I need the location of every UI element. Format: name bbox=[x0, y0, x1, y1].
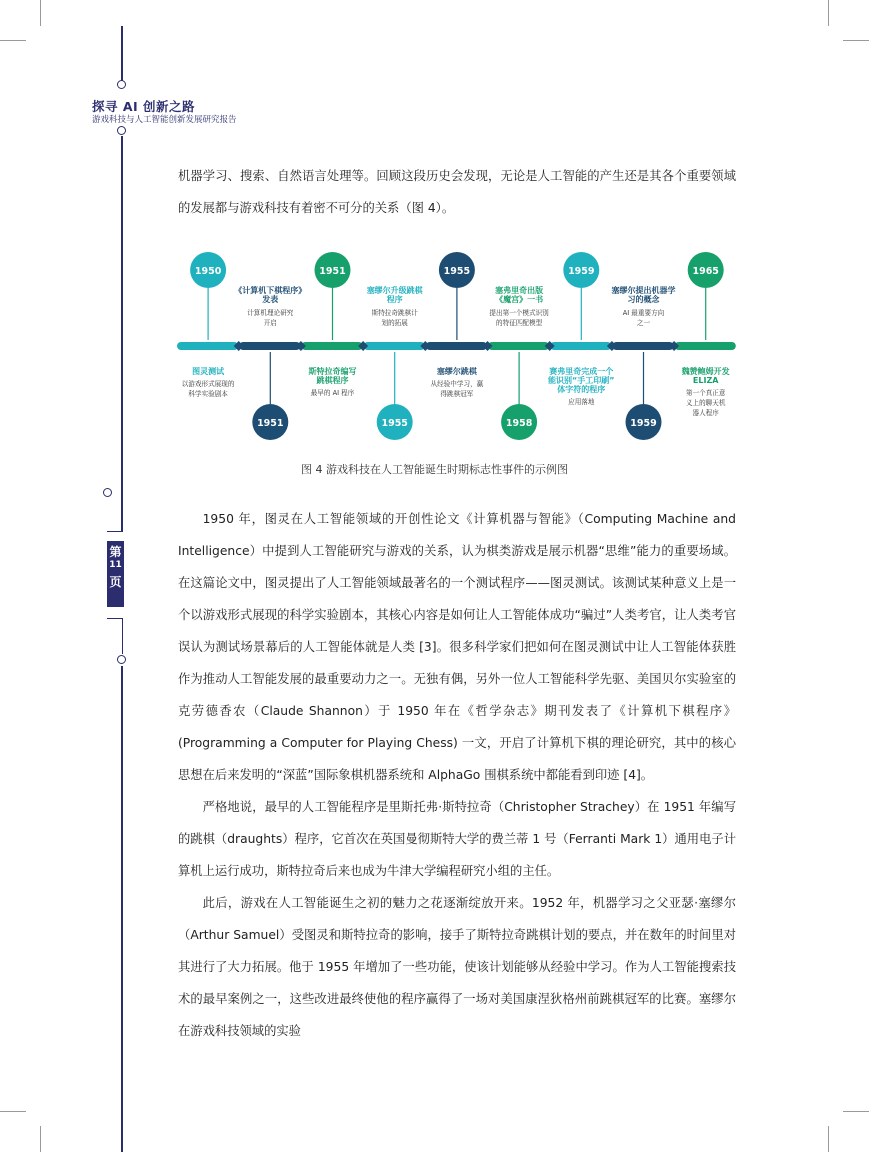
year-label: 1951 bbox=[319, 266, 346, 277]
page-number: 11 bbox=[109, 560, 122, 570]
header-title: 探寻 AI 创新之路 bbox=[92, 99, 196, 114]
year-label: 1951 bbox=[257, 418, 284, 429]
event-desc: 之一 bbox=[636, 319, 651, 327]
event-desc: 斯特拉奇跳棋计 bbox=[371, 309, 418, 317]
event-title: 体字符的程序 bbox=[557, 385, 606, 394]
event-title: 魏赞鲍姆开发 bbox=[681, 367, 730, 376]
paragraph-3: 此后，游戏在人工智能诞生之初的魅力之花逐渐绽放开来。1952 年，机器学习之父亚瑟·塞缪尔（Arthur Samuel）受图灵和斯特拉奇的影响，接手了斯特拉奇跳棋计划的要点，并在数年的时间里对其进行了大力拓展。他于 1955 年增加了一些功能，使该计划能够从经验中学习。作为人工智能搜索技术的最早案例之一，这些改进最终使他的程序赢得了一场对美国康涅狄格州前跳棋冠军的比赛。塞缪尔在游戏科技领域的实验 bbox=[178, 896, 736, 1038]
event-desc: 提出第一个模式识别 bbox=[489, 309, 549, 317]
event-desc: 的特征匹配模型 bbox=[496, 319, 543, 327]
event-title: 赛弗里奇完成一个 bbox=[549, 367, 614, 376]
event-title: 习的概念 bbox=[627, 295, 660, 304]
page-bracket bbox=[107, 496, 123, 532]
crop-mark bbox=[828, 1126, 829, 1152]
timeline-figure bbox=[0, 0, 869, 460]
year-label: 1950 bbox=[194, 266, 222, 277]
event-desc: 得跳棋冠军 bbox=[440, 390, 474, 398]
year-label: 1955 bbox=[443, 266, 471, 277]
event-title: 发表 bbox=[262, 295, 279, 304]
event-title: 《魔宫》一书 bbox=[495, 295, 544, 304]
crop-mark bbox=[843, 1111, 869, 1112]
body-text bbox=[178, 503, 736, 1047]
event-desc: 器人程序 bbox=[692, 409, 719, 417]
event-desc: 应用落地 bbox=[568, 398, 595, 406]
event-title: 程序 bbox=[386, 295, 403, 304]
event-desc: 最早的 AI 程序 bbox=[310, 389, 355, 397]
event-title: 能识别“手工印刷” bbox=[548, 376, 615, 385]
event-title: 塞缪尔提出机器学 bbox=[611, 286, 676, 295]
event-desc: AI 最重要方向 bbox=[622, 309, 665, 317]
page-char-bottom: 页 bbox=[109, 575, 122, 589]
event-desc: 义上的聊天机 bbox=[685, 399, 726, 407]
crop-mark bbox=[40, 1126, 41, 1152]
event-title: 塞弗里奇出版 bbox=[495, 286, 544, 295]
event-desc: 开启 bbox=[263, 319, 277, 327]
event-title: 塞缪尔跳棋 bbox=[436, 367, 477, 376]
year-label: 1959 bbox=[568, 266, 595, 277]
timeline-bar-segment bbox=[550, 342, 611, 350]
timeline-bar-segment bbox=[488, 342, 549, 350]
event-desc: 计算机理论研究 bbox=[247, 309, 294, 317]
header-subtitle: 游戏科技与人工智能创新发展研究报告 bbox=[92, 115, 237, 125]
year-label: 1959 bbox=[630, 418, 657, 429]
page-number-box bbox=[107, 541, 124, 607]
event-desc: 划的拓展 bbox=[381, 319, 408, 327]
timeline-bar-segment bbox=[239, 342, 300, 350]
event-desc: 以游戏形式展现的 bbox=[181, 380, 235, 388]
event-title: 《计算机下棋程序》 bbox=[234, 286, 307, 295]
page-char-top: 第 bbox=[109, 545, 122, 559]
event-desc: 科学实验剧本 bbox=[188, 390, 228, 398]
intro-text: 机器学习、搜索、自然语言处理等。回顾这段历史会发现，无论是人工智能的产生还是其各个重要领域的发展都与游戏科技有着密不可分的关系（图 4）。 bbox=[178, 169, 736, 215]
paragraph-1: 1950 年，图灵在人工智能领域的开创性论文《计算机器与智能》（Computing Machine and Intelligence）中提到人工智能研究与游戏的关系，认为棋类游戏是展示机器“思维”能力的重要场域。在这篇论文中，图灵提出了人工智能领域最著名的一个测试程序——图灵测试。该测试某种意义上是一个以游戏形式展现的科学实验剧本，其核心内容是如何让人工智能体成功“骗过”人类考官，让人类考官误认为测试场景幕后的人工智能体就是人类 [3]。很多科学家们把如何在图灵测试中让人工智能体获胜作为推动人工智能发展的最重要动力之一。无独有偶，另外一位人工智能科学先驱、美国贝尔实验室的克劳德香农（Claude Shannon）于 1950 年在《哲学杂志》期刊发表了《计算机下棋程序》(Programming a Computer for Playing Chess) 一文，开启了计算机下棋的理论研究，其中的核心思想在后来发明的“深蓝”国际象棋机器系统和 AlphaGo 围棋系统中都能看到印迹 [4]。 bbox=[178, 512, 736, 782]
timeline-bar-segment bbox=[426, 342, 487, 350]
timeline-bar-segment bbox=[177, 342, 238, 350]
crop-mark bbox=[0, 1111, 26, 1112]
timeline-bar-segment bbox=[675, 342, 736, 350]
timeline-bar-segment bbox=[364, 342, 425, 350]
page-bracket bbox=[107, 618, 123, 654]
event-desc: 从经验中学习，赢 bbox=[430, 380, 484, 388]
rail-node bbox=[117, 655, 126, 664]
timeline-bar-segment bbox=[301, 342, 362, 350]
year-label: 1965 bbox=[692, 266, 719, 277]
event-title: ELIZA bbox=[692, 376, 719, 385]
rail-line bbox=[121, 666, 123, 1152]
event-title: 斯特拉奇编写 bbox=[308, 367, 357, 376]
event-title: 塞缪尔升级跳棋 bbox=[366, 286, 423, 295]
event-title: 图灵测试 bbox=[192, 367, 225, 376]
year-label: 1955 bbox=[381, 418, 408, 429]
year-label: 1958 bbox=[505, 418, 533, 429]
paragraph-2: 严格地说，最早的人工智能程序是里斯托弗·斯特拉奇（Christopher Strachey）在 1951 年编写的跳棋（draughts）程序，它首次在英国曼彻斯特大学的费兰蒂 1 号（Ferranti Mark 1）通用电子计算机上运行成功，斯特拉奇后来也成为牛津大学编程研究小组的主任。 bbox=[178, 800, 736, 878]
event-desc: 第一个真正意 bbox=[685, 389, 726, 397]
timeline-bar-segment bbox=[612, 342, 673, 350]
figure-caption: 图 4 游戏科技在人工智能诞生时期标志性事件的示例图 bbox=[301, 463, 568, 476]
event-title: 跳棋程序 bbox=[316, 376, 349, 385]
